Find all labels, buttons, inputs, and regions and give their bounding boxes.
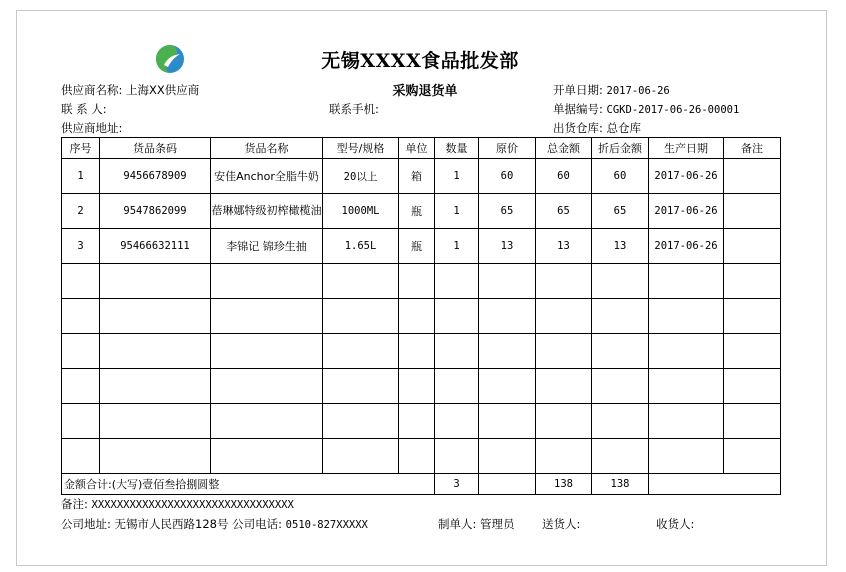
empty-cell bbox=[435, 264, 479, 299]
empty-cell bbox=[536, 334, 592, 369]
empty-cell bbox=[536, 404, 592, 439]
total-row bbox=[62, 474, 781, 495]
cell-unit: 瓶 bbox=[399, 229, 435, 264]
empty-cell bbox=[211, 439, 323, 474]
cell-discounted-amount: 65 bbox=[592, 194, 649, 229]
doc-number-value: CGKD-2017-06-26-00001 bbox=[606, 104, 740, 116]
empty-table-row bbox=[62, 369, 781, 404]
goods-table bbox=[61, 137, 781, 495]
empty-cell bbox=[323, 439, 399, 474]
empty-cell bbox=[479, 404, 536, 439]
cell-spec: 1.65L bbox=[323, 229, 399, 264]
supplier-name-value: 上海XX供应商 bbox=[126, 83, 200, 97]
empty-cell bbox=[592, 439, 649, 474]
warehouse-value: 总仓库 bbox=[606, 121, 642, 135]
col-header-barcode: 货品条码 bbox=[100, 138, 211, 159]
empty-cell bbox=[724, 264, 781, 299]
cell-unit-price: 65 bbox=[479, 194, 536, 229]
col-header-remark: 备注 bbox=[724, 138, 781, 159]
table-row bbox=[62, 159, 781, 194]
empty-cell bbox=[724, 334, 781, 369]
empty-cell bbox=[649, 334, 724, 369]
empty-table-row bbox=[62, 299, 781, 334]
empty-cell bbox=[479, 264, 536, 299]
col-header-production-date: 生产日期 bbox=[649, 138, 724, 159]
receiver-label: 收货人: bbox=[656, 517, 695, 531]
cell-unit: 箱 bbox=[399, 159, 435, 194]
contact-phone-field bbox=[329, 101, 379, 117]
total-quantity: 3 bbox=[435, 474, 479, 495]
cell-index: 3 bbox=[62, 229, 100, 264]
cell-discounted-amount: 13 bbox=[592, 229, 649, 264]
empty-cell bbox=[211, 334, 323, 369]
cell-quantity: 1 bbox=[435, 229, 479, 264]
empty-cell bbox=[649, 264, 724, 299]
supplier-name-field bbox=[61, 82, 199, 98]
table-row bbox=[62, 194, 781, 229]
col-header-unit-price: 原价 bbox=[479, 138, 536, 159]
col-header-total-amount: 总金额 bbox=[536, 138, 592, 159]
open-date-field bbox=[553, 82, 670, 98]
empty-cell bbox=[536, 299, 592, 334]
cell-index: 1 bbox=[62, 159, 100, 194]
note-label: 备注: bbox=[61, 497, 88, 511]
col-header-unit: 单位 bbox=[399, 138, 435, 159]
empty-cell bbox=[592, 369, 649, 404]
warehouse-field bbox=[553, 120, 641, 136]
empty-cell bbox=[323, 334, 399, 369]
doc-number-field bbox=[553, 101, 739, 117]
company-phone-value: 0510-827XXXXX bbox=[285, 519, 368, 531]
empty-cell bbox=[649, 404, 724, 439]
cell-remark bbox=[724, 229, 781, 264]
col-header-discounted-amount: 折后金额 bbox=[592, 138, 649, 159]
warehouse-label: 出货仓库: bbox=[553, 121, 603, 135]
open-date-label: 开单日期: bbox=[553, 83, 603, 97]
contact-field bbox=[61, 101, 107, 117]
contact-phone-label: 联系手机: bbox=[329, 102, 379, 116]
total-blank-cell bbox=[649, 474, 781, 495]
empty-cell bbox=[323, 299, 399, 334]
open-date-value: 2017-06-26 bbox=[606, 85, 670, 97]
company-address-value: 无锡市人民西路128号 bbox=[114, 517, 229, 531]
cell-index: 2 bbox=[62, 194, 100, 229]
empty-cell bbox=[100, 369, 211, 404]
empty-cell bbox=[62, 264, 100, 299]
empty-cell bbox=[649, 369, 724, 404]
empty-cell bbox=[479, 299, 536, 334]
empty-cell bbox=[649, 299, 724, 334]
deliverer-field bbox=[542, 516, 580, 532]
cell-remark bbox=[724, 194, 781, 229]
empty-table-row bbox=[62, 439, 781, 474]
empty-cell bbox=[536, 439, 592, 474]
supplier-address-label: 供应商地址: bbox=[61, 121, 123, 135]
empty-cell bbox=[62, 404, 100, 439]
cell-discounted-amount: 60 bbox=[592, 159, 649, 194]
contact-label: 联 系 人: bbox=[61, 102, 107, 116]
cell-total-amount: 60 bbox=[536, 159, 592, 194]
empty-cell bbox=[100, 264, 211, 299]
cell-remark bbox=[724, 159, 781, 194]
company-address-field bbox=[61, 516, 368, 532]
cell-spec: 1000ML bbox=[323, 194, 399, 229]
cell-total-amount: 65 bbox=[536, 194, 592, 229]
empty-cell bbox=[62, 439, 100, 474]
cell-barcode: 95466632111 bbox=[100, 229, 211, 264]
col-header-index: 序号 bbox=[62, 138, 100, 159]
empty-cell bbox=[724, 439, 781, 474]
total-amount: 138 bbox=[536, 474, 592, 495]
empty-cell bbox=[592, 299, 649, 334]
empty-cell bbox=[323, 264, 399, 299]
cell-production-date: 2017-06-26 bbox=[649, 194, 724, 229]
col-header-product-name: 货品名称 bbox=[211, 138, 323, 159]
empty-cell bbox=[399, 299, 435, 334]
empty-cell bbox=[211, 264, 323, 299]
total-blank-cell bbox=[479, 474, 536, 495]
supplier-name-label: 供应商名称: bbox=[61, 83, 123, 97]
company-phone-label: 公司电话: bbox=[232, 517, 283, 531]
empty-cell bbox=[211, 369, 323, 404]
empty-cell bbox=[211, 404, 323, 439]
maker-field bbox=[438, 516, 515, 532]
deliverer-label: 送货人: bbox=[542, 517, 581, 531]
cell-spec: 20以上 bbox=[323, 159, 399, 194]
receiver-field bbox=[656, 516, 694, 532]
cell-product-name: 安佳Anchor全脂牛奶 bbox=[211, 159, 323, 194]
cell-production-date: 2017-06-26 bbox=[649, 159, 724, 194]
col-header-quantity: 数量 bbox=[435, 138, 479, 159]
empty-cell bbox=[62, 299, 100, 334]
empty-cell bbox=[399, 369, 435, 404]
document-type-title: 采购退货单 bbox=[392, 84, 458, 99]
cell-unit-price: 13 bbox=[479, 229, 536, 264]
supplier-address-field bbox=[61, 120, 122, 136]
maker-value: 管理员 bbox=[480, 517, 515, 531]
company-title: 无锡XXXX食品批发部 bbox=[321, 50, 519, 72]
company-logo bbox=[155, 44, 185, 74]
company-address-label: 公司地址: bbox=[61, 517, 111, 531]
empty-cell bbox=[649, 439, 724, 474]
cell-unit: 瓶 bbox=[399, 194, 435, 229]
empty-cell bbox=[323, 404, 399, 439]
empty-cell bbox=[211, 299, 323, 334]
total-label-cell bbox=[62, 474, 435, 495]
cell-total-amount: 13 bbox=[536, 229, 592, 264]
empty-cell bbox=[592, 264, 649, 299]
total-amount-in-words: (大写)壹佰叁拾捌圆整 bbox=[111, 478, 220, 491]
empty-cell bbox=[399, 334, 435, 369]
empty-table-row bbox=[62, 264, 781, 299]
cell-quantity: 1 bbox=[435, 159, 479, 194]
cell-barcode: 9547862099 bbox=[100, 194, 211, 229]
empty-cell bbox=[399, 439, 435, 474]
empty-cell bbox=[100, 299, 211, 334]
empty-cell bbox=[592, 334, 649, 369]
empty-cell bbox=[100, 334, 211, 369]
cell-barcode: 9456678909 bbox=[100, 159, 211, 194]
table-header-row bbox=[62, 138, 781, 159]
total-discounted-amount: 138 bbox=[592, 474, 649, 495]
empty-cell bbox=[100, 404, 211, 439]
empty-cell bbox=[479, 369, 536, 404]
empty-cell bbox=[100, 439, 211, 474]
empty-cell bbox=[724, 369, 781, 404]
table-row bbox=[62, 229, 781, 264]
empty-cell bbox=[399, 404, 435, 439]
empty-cell bbox=[479, 334, 536, 369]
empty-cell bbox=[724, 404, 781, 439]
cell-product-name: 李锦记 锦珍生抽 bbox=[211, 229, 323, 264]
total-label: 金额合计: bbox=[64, 478, 112, 491]
maker-label: 制单人: bbox=[438, 517, 477, 531]
empty-table-row bbox=[62, 334, 781, 369]
col-header-spec: 型号/规格 bbox=[323, 138, 399, 159]
note-value: XXXXXXXXXXXXXXXXXXXXXXXXXXXXXXXX bbox=[91, 499, 294, 511]
empty-cell bbox=[435, 369, 479, 404]
empty-cell bbox=[724, 299, 781, 334]
cell-quantity: 1 bbox=[435, 194, 479, 229]
cell-production-date: 2017-06-26 bbox=[649, 229, 724, 264]
empty-cell bbox=[323, 369, 399, 404]
empty-cell bbox=[536, 264, 592, 299]
doc-number-label: 单据编号: bbox=[553, 102, 603, 116]
empty-cell bbox=[62, 369, 100, 404]
empty-cell bbox=[435, 439, 479, 474]
cell-unit-price: 60 bbox=[479, 159, 536, 194]
empty-table-row bbox=[62, 404, 781, 439]
empty-cell bbox=[435, 404, 479, 439]
empty-cell bbox=[592, 404, 649, 439]
empty-rows bbox=[62, 264, 781, 474]
empty-cell bbox=[435, 334, 479, 369]
empty-cell bbox=[435, 299, 479, 334]
cell-product-name: 蓓琳娜特级初榨橄榄油 bbox=[211, 194, 323, 229]
empty-cell bbox=[62, 334, 100, 369]
empty-cell bbox=[536, 369, 592, 404]
note-field bbox=[61, 496, 294, 512]
empty-cell bbox=[479, 439, 536, 474]
empty-cell bbox=[399, 264, 435, 299]
